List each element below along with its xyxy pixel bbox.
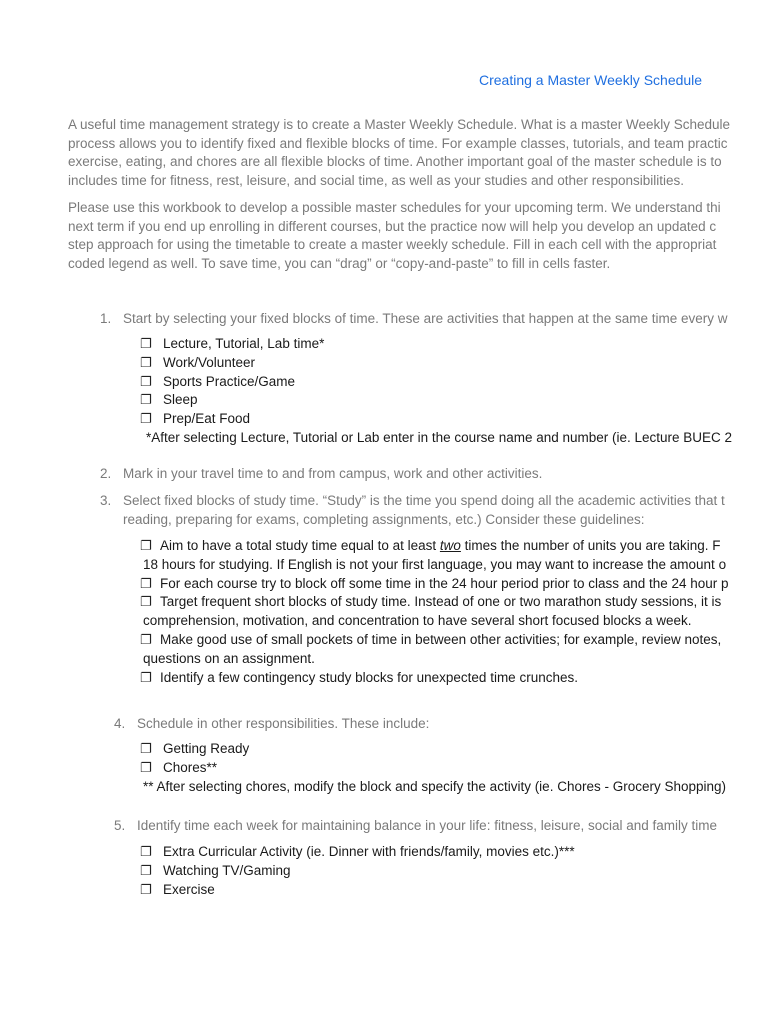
checkbox-icon[interactable]: ❐ bbox=[140, 669, 152, 685]
step-number: 3. bbox=[100, 493, 112, 508]
checklist-item[interactable]: ❐ Sleep bbox=[140, 391, 324, 410]
checklist-item[interactable]: ❐ Getting Ready bbox=[140, 740, 249, 759]
text-line: process allows you to identify fixed and flexible blocks of time. For example classes, tutorials, and team practic bbox=[68, 135, 728, 151]
guideline-item[interactable]: ❐ Identify a few contingency study blocks for unexpected time crunches. bbox=[140, 669, 729, 688]
checkbox-icon[interactable]: ❐ bbox=[140, 354, 152, 370]
checkbox-icon[interactable]: ❐ bbox=[140, 392, 152, 408]
checklist-item[interactable]: ❐ Extra Curricular Activity (ie. Dinner with friends/family, movies etc.)*** bbox=[140, 843, 575, 862]
guideline-item[interactable]: ❐ Aim to have a total study time equal to at least two times the number of units you are taking. F bbox=[140, 537, 729, 556]
checkbox-icon[interactable]: ❐ bbox=[140, 411, 152, 427]
checklist-item[interactable]: ❐ Lecture, Tutorial, Lab time* bbox=[140, 335, 324, 354]
step-text: Mark in your travel time to and from campus, work and other activities. bbox=[123, 466, 543, 481]
checkbox-icon[interactable]: ❐ bbox=[140, 759, 152, 775]
step-3-guidelines bbox=[140, 537, 729, 687]
intro-paragraph-1 bbox=[68, 116, 730, 190]
page-title: Creating a Master Weekly Schedule bbox=[479, 72, 703, 88]
checklist-item[interactable]: ❐ Chores** bbox=[140, 759, 249, 778]
checkbox-icon[interactable]: ❐ bbox=[140, 575, 152, 591]
text-line: Please use this workbook to develop a possible master schedules for your upcoming term. We understand thi bbox=[68, 200, 721, 215]
step-number: 1. bbox=[100, 311, 112, 326]
intro-paragraph-2 bbox=[68, 199, 721, 273]
step-5-checklist bbox=[140, 843, 575, 899]
checkbox-icon[interactable]: ❐ bbox=[140, 862, 152, 878]
text-line: exercise, eating, and chores are all flexible blocks of time. Another important goal of the master schedule is to bbox=[68, 154, 722, 169]
step-1-checklist bbox=[140, 335, 324, 429]
guideline-item[interactable]: ❐ Make good use of small pockets of time in between other activities; for example, review notes, bbox=[140, 631, 729, 650]
emphasis-text: two bbox=[439, 538, 461, 553]
checklist-item[interactable]: ❐ Sports Practice/Game bbox=[140, 373, 324, 392]
guideline-continuation: comprehension, motivation, and concentration to have several short focused blocks a week. bbox=[143, 613, 692, 629]
text-line: next term if you end up enrolling in different courses, but the practice now will help you develop an updated c bbox=[68, 218, 717, 234]
checklist-item[interactable]: ❐ Prep/Eat Food bbox=[140, 410, 324, 429]
checkbox-icon[interactable]: ❐ bbox=[140, 538, 152, 553]
checkbox-icon[interactable]: ❐ bbox=[140, 844, 152, 859]
step-number: 2. bbox=[100, 466, 112, 481]
text-line: includes time for fitness, rest, leisure, and social time, as well as your studies and other responsibilities. bbox=[68, 172, 685, 188]
checkbox-icon[interactable]: ❐ bbox=[140, 881, 152, 897]
step-text: Identify time each week for maintaining balance in your life: fitness, leisure, social and family time bbox=[137, 818, 718, 833]
step-number: 4. bbox=[114, 716, 126, 731]
step-text: Select fixed blocks of study time. “Study” is the time you spend doing all the academic activities that t reading, preparing for exams, completing assignments, etc.) Consider these guidelines: bbox=[123, 493, 725, 527]
step-4-checklist bbox=[140, 740, 249, 778]
checklist-item[interactable]: ❐ Work/Volunteer bbox=[140, 354, 324, 373]
checkbox-icon[interactable]: ❐ bbox=[140, 594, 152, 610]
step-number: 5. bbox=[114, 818, 126, 833]
checklist-item[interactable]: ❐ Exercise bbox=[140, 881, 575, 900]
checkbox-icon[interactable]: ❐ bbox=[140, 631, 152, 647]
text-line: step approach for using the timetable to create a master weekly schedule. Fill in each cell with the appropriat bbox=[68, 237, 717, 252]
guideline-continuation: questions on an assignment. bbox=[143, 650, 315, 666]
text-line: coded legend as well. To save time, you can “drag” or “copy-and-paste” to fill in cells faster. bbox=[68, 255, 611, 271]
step-text: Start by selecting your fixed blocks of time. These are activities that happen at the same time every w bbox=[123, 311, 728, 326]
step-4-note: ** After selecting chores, modify the block and specify the activity (ie. Chores - Grocery Shopping) bbox=[143, 779, 727, 794]
guideline-item[interactable]: ❐ Target frequent short blocks of study time. Instead of one or two marathon study sessions, it is bbox=[140, 593, 729, 612]
step-1-note: *After selecting Lecture, Tutorial or Lab enter in the course name and number (ie. Lecture BUEC 2 bbox=[146, 430, 733, 445]
checkbox-icon[interactable]: ❐ bbox=[140, 336, 152, 351]
step-text: Schedule in other responsibilities. These include: bbox=[137, 716, 430, 731]
text-line: A useful time management strategy is to create a Master Weekly Schedule. What is a master Weekly Schedule bbox=[68, 117, 731, 132]
guideline-continuation: 18 hours for studying. If English is not your first language, you may want to increase the amount o bbox=[143, 556, 727, 572]
checkbox-icon[interactable]: ❐ bbox=[140, 373, 152, 389]
guideline-item[interactable]: ❐ For each course try to block off some time in the 24 hour period prior to class and the 24 hour p bbox=[140, 575, 729, 594]
checkbox-icon[interactable]: ❐ bbox=[140, 741, 152, 756]
step-3 bbox=[100, 491, 768, 531]
checklist-item[interactable]: ❐ Watching TV/Gaming bbox=[140, 862, 575, 881]
